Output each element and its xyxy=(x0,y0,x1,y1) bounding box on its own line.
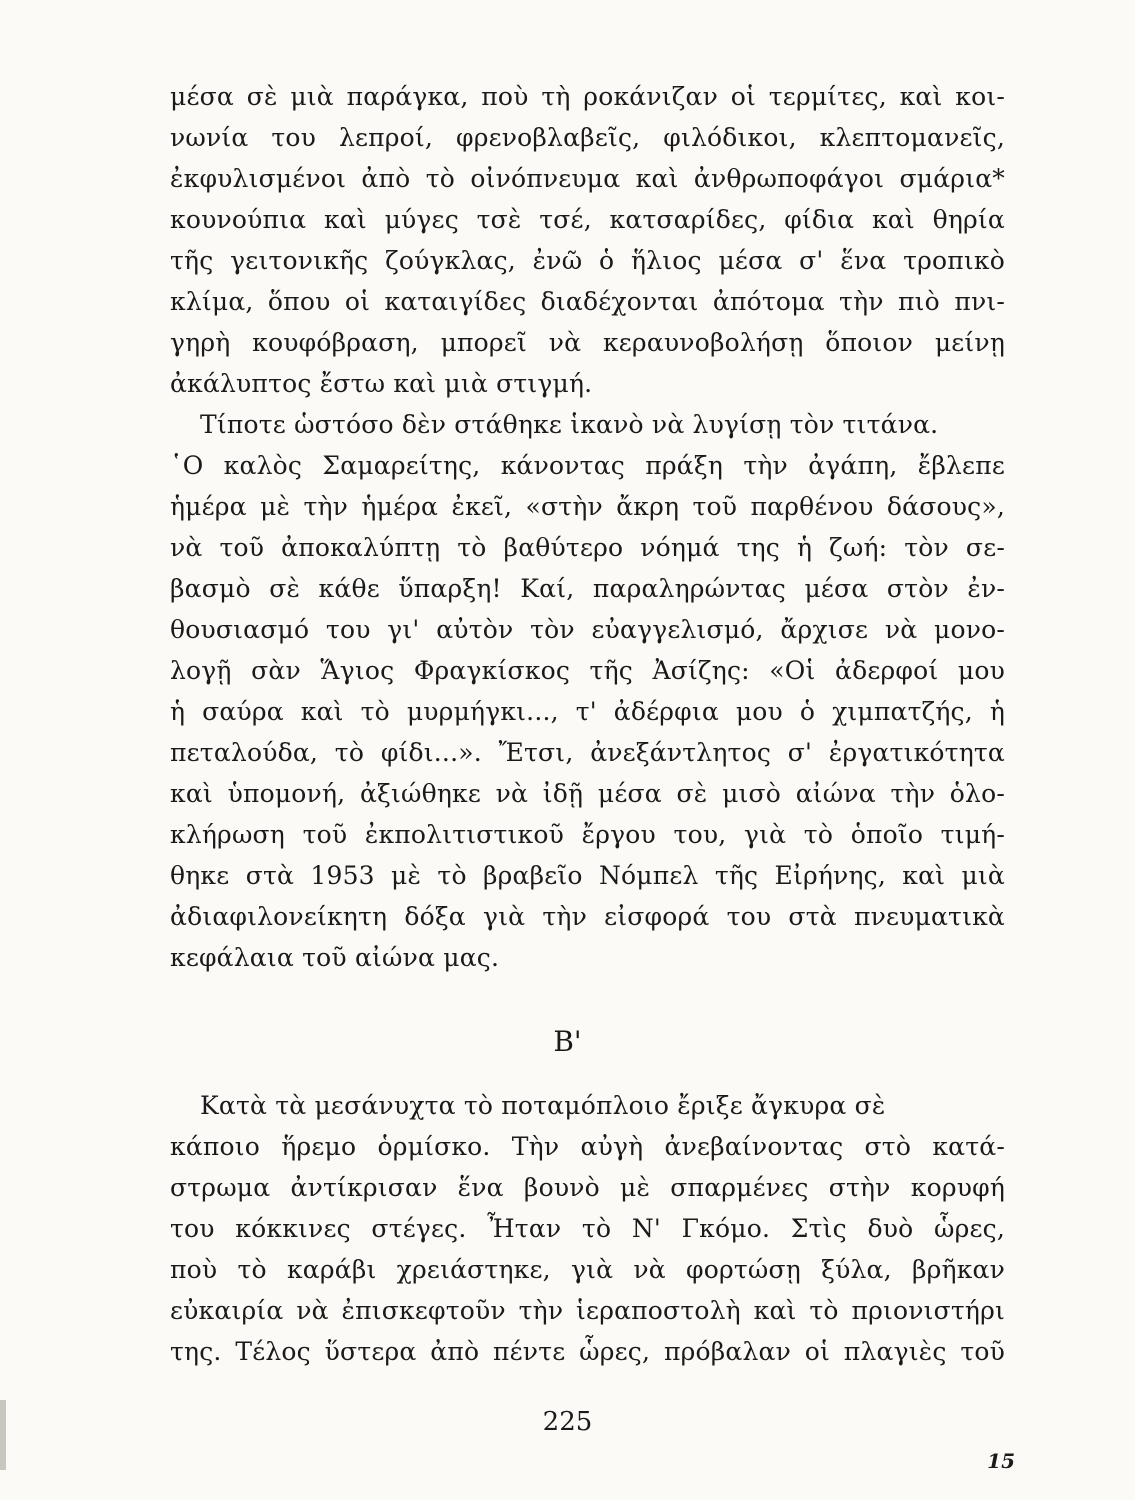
text-line: μέσα σὲ μιὰ παράγκα, ποὺ τὴ ροκάνιζαν οἱ τερμίτες, καὶ κοι- xyxy=(170,82,1005,111)
text-line: πεταλούδα, τὸ φίδι...». Ἔτσι, ἀνεξάντλητος σ' ἐργατικότητα xyxy=(170,738,1005,767)
scan-edge-shadow xyxy=(0,1400,6,1470)
text-line: βασμὸ σὲ κάθε ὕπαρξη! Καί, παραληρώντας μέσα στὸν ἐν- xyxy=(170,574,1005,603)
text-line: γηρὴ κουφόβραση, μπορεῖ νὰ κεραυνοβολήσῃ ὅποιον μείνῃ xyxy=(170,328,1005,357)
text-line: ἡμέρα μὲ τὴν ἡμέρα ἐκεῖ, «στὴν ἄκρη τοῦ παρθένου δάσους», xyxy=(170,492,1005,521)
text-line: κλήρωση τοῦ ἐκπολιτιστικοῦ ἔργου του, γιὰ τὸ ὁποῖο τιμή- xyxy=(170,820,1005,849)
text-line: ἐκφυλισμένοι ἀπὸ τὸ οἰνόπνευμα καὶ ἀνθρωποφάγοι σμάρια* xyxy=(170,164,1005,193)
text-line: κάποιο ἥρεμο ὁρμίσκο. Τὴν αὐγὴ ἀνεβαίνοντας στὸ κατά- xyxy=(170,1132,1005,1161)
text-line: ἡ σαύρα καὶ τὸ μυρμήγκι..., τ' ἀδέρφια μου ὁ χιμπατζής, ἡ xyxy=(170,697,1005,726)
text-line: θουσιασμό του γι' αὐτὸν τὸν εὐαγγελισμό, ἄρχισε νὰ μονο- xyxy=(170,615,1005,644)
section-heading: Β' xyxy=(553,1025,582,1058)
page-number: 225 xyxy=(542,1407,593,1437)
text-line: ῾Ο καλὸς Σαμαρείτης, κάνοντας πράξη τὴν ἀγάπη, ἔβλεπε xyxy=(170,451,1005,480)
text-line: εὐκαιρία νὰ ἐπισκεφτοῦν τὴν ἱεραποστολὴ καὶ τὸ πριονιστήρι xyxy=(170,1296,1005,1325)
text-line: κεφάλαια τοῦ αἰώνα μας. xyxy=(170,943,500,972)
paragraph-first-line: Τίποτε ὡστόσο δὲν στάθηκε ἱκανὸ νὰ λυγίσῃ τὸν τιτάνα. xyxy=(200,410,939,439)
text-line: νὰ τοῦ ἀποκαλύπτῃ τὸ βαθύτερο νόημά της ἡ ζωή: τὸν σε- xyxy=(170,533,1005,562)
text-line: κουνούπια καὶ μύγες τσὲ τσέ, κατσαρίδες, φίδια καὶ θηρία xyxy=(170,205,1005,234)
text-line: τῆς γειτονικῆς ζούγκλας, ἐνῶ ὁ ἥλιος μέσα σ' ἕνα τροπικὸ xyxy=(170,246,1005,275)
text-line: ἀκάλυπτος ἔστω καὶ μιὰ στιγμή. xyxy=(170,369,593,398)
text-line: ἀδιαφιλονείκητη δόξα γιὰ τὴν εἰσφορά του στὰ πνευματικὰ xyxy=(170,902,1005,931)
text-line: του κόκκινες στέγες. Ἦταν τὸ Ν' Γκόμο. Στὶς δυὸ ὧρες, xyxy=(170,1214,1005,1243)
text-line: ποὺ τὸ καράβι χρειάστηκε, γιὰ νὰ φορτώσῃ ξύλα, βρῆκαν xyxy=(170,1255,1005,1284)
text-line: καὶ ὑπομονή, ἀξιώθηκε νὰ ἰδῇ μέσα σὲ μισὸ αἰώνα τὴν ὁλο- xyxy=(170,779,1005,808)
text-line: της. Τέλος ὕστερα ἀπὸ πέντε ὧρες, πρόβαλαν οἱ πλαγιὲς τοῦ xyxy=(170,1337,1005,1366)
text-line: κλίμα, ὅπου οἱ καταιγίδες διαδέχονται ἀπότομα τὴν πιὸ πνι- xyxy=(170,287,1005,316)
text-line: θηκε στὰ 1953 μὲ τὸ βραβεῖο Νόμπελ τῆς Εἰρήνης, καὶ μιὰ xyxy=(170,861,1005,890)
text-line: στρωμα ἀντίκρισαν ἕνα βουνὸ μὲ σπαρμένες στὴν κορυφή xyxy=(170,1173,1005,1202)
text-line: λογῇ σὰν Ἅγιος Φραγκίσκος τῆς Ἀσίζης: «Οἱ ἀδερφοί μου xyxy=(170,656,1005,685)
signature-mark: 15 xyxy=(987,1449,1015,1473)
paragraph-first-line: Κατὰ τὰ μεσάνυχτα τὸ ποταμόπλοιο ἔριξε ἄγκυρα σὲ xyxy=(200,1091,886,1120)
text-line: νωνία του λεπροί, φρενοβλαβεῖς, φιλόδικοι, κλεπτομανεῖς, xyxy=(170,123,1005,152)
